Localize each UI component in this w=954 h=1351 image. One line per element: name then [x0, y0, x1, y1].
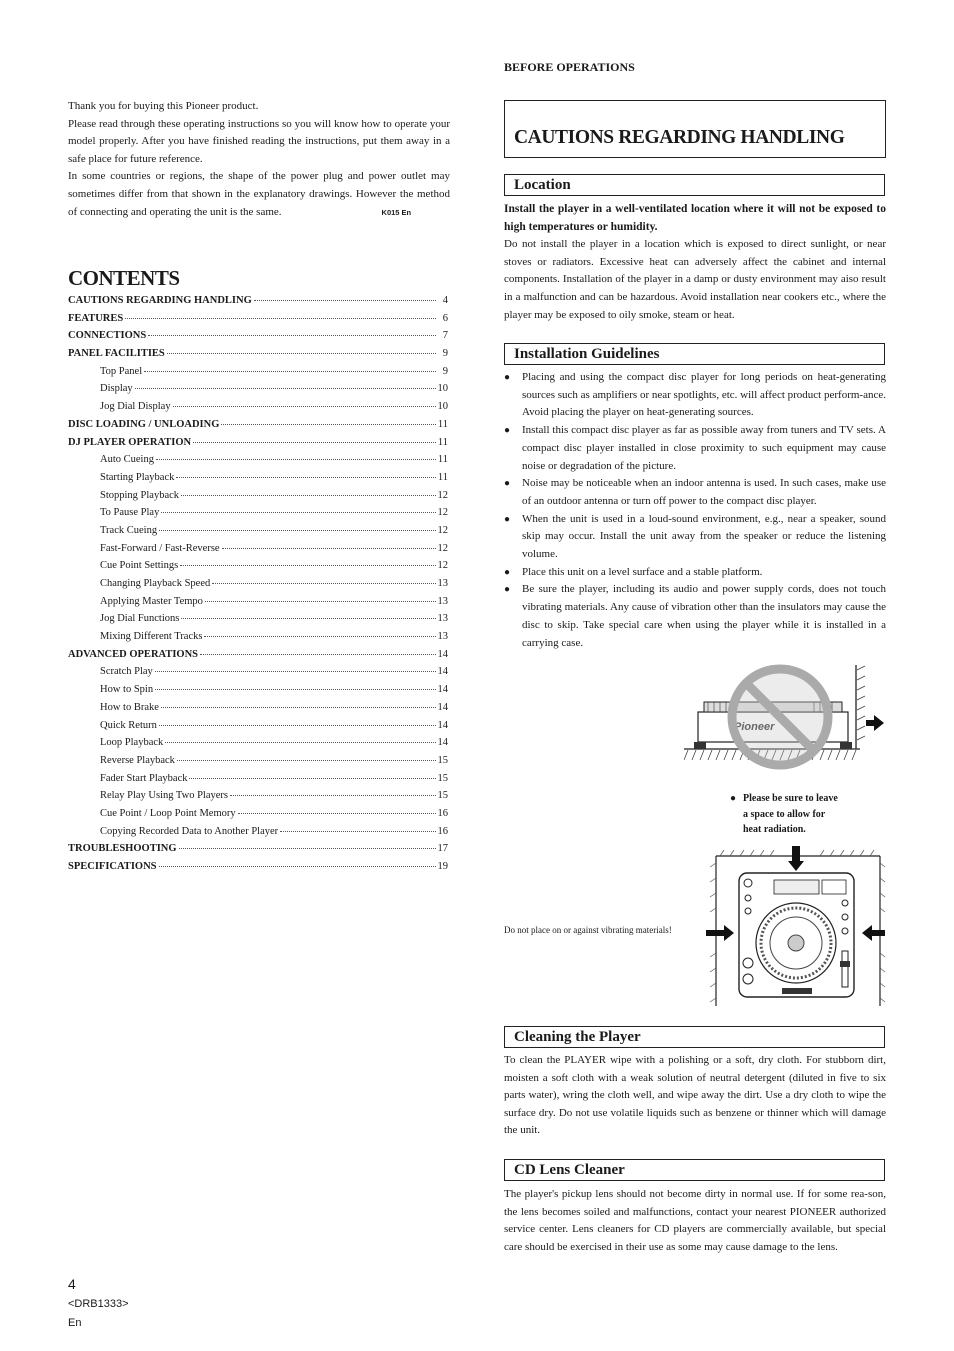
toc-page-number: 14	[437, 648, 448, 660]
toc-entry-title: Jog Dial Functions	[100, 613, 180, 625]
heat-radiation-note	[730, 791, 890, 838]
toc-entry-title: Fast-Forward / Fast-Reverse	[100, 542, 220, 554]
installation-guideline-item: ● Be sure the player, including its audio and power supply cords, does not touch vibrating materials. Any cause of vibration other than the insulators may cause the disc to skip. Take special care when using the player while it is installed in a carrying case.	[504, 581, 886, 652]
toc-entry	[68, 525, 448, 543]
toc-entry	[68, 808, 448, 826]
toc-page-number: 16	[437, 807, 448, 819]
toc-entry	[68, 560, 448, 578]
toc-page-number: 11	[437, 436, 448, 448]
toc-entry	[68, 578, 448, 596]
toc-page-number: 13	[437, 631, 448, 643]
intro-paragraph: Thank you for buying this Pioneer product.	[68, 100, 259, 112]
toc-page-number: 9	[442, 365, 448, 377]
toc-leader-dots	[280, 831, 435, 832]
intro-paragraph: Please read through these operating instructions so you will know how to operate your model properly. After you have finished reading the instructions, put them away in a safe place for future reference.	[68, 117, 450, 165]
document-code: K015 En	[381, 207, 412, 217]
cleaning-body: To clean the PLAYER wipe with a polishing or a soft, dry cloth. For stubborn dirt, moisten a soft cloth with a weak solution of neutral detergent (diluted in five to six parts water), wring the cloth well, and wipe away the dirt. Use a dry cloth to wipe the surface dry. Do not use volatile liquids such as benzene or thinner which will damage the unit.	[504, 1054, 886, 1137]
toc-page-number: 15	[437, 754, 448, 766]
toc-leader-dots	[159, 866, 436, 867]
toc-leader-dots	[238, 813, 436, 814]
toc-leader-dots	[179, 848, 436, 849]
toc-entry-title: DJ PLAYER OPERATION	[68, 436, 192, 448]
toc-entry-title: How to Spin	[100, 684, 154, 696]
toc-entry-title: Starting Playback	[100, 471, 175, 483]
toc-page-number: 10	[437, 383, 448, 395]
toc-page-number: 19	[437, 861, 448, 872]
toc-entry	[68, 454, 448, 472]
toc-entry	[68, 613, 448, 631]
toc-leader-dots	[125, 318, 436, 319]
toc-page-number: 11	[437, 471, 448, 483]
toc-entry-title: Applying Master Tempo	[100, 595, 203, 607]
lens-heading: CD Lens Cleaner	[504, 1159, 885, 1181]
toc-leader-dots	[165, 742, 435, 743]
cleaning-heading: Cleaning the Player	[504, 1026, 885, 1048]
toc-leader-dots	[161, 707, 436, 708]
toc-page-number: 7	[442, 330, 448, 342]
toc-entry	[68, 702, 448, 720]
toc-entry	[68, 773, 448, 791]
toc-entry-title: Scratch Play	[100, 666, 153, 678]
vibration-warning-label: Do not place on or against vibrating materials!	[504, 925, 672, 935]
toc-entry-title: ADVANCED OPERATIONS	[68, 648, 199, 660]
toc-entry-title: Relay Play Using Two Players	[100, 790, 228, 802]
lens-body: The player's pickup lens should not become dirty in normal use. If for some rea-son, the lens becomes soiled and malfunctions, contact your nearest PIONEER authorized service center. Lens cleaners for CD players are commercially available, but special care should be exercised in their use as some may cause damage to the lens.	[504, 1188, 886, 1253]
toc-entry-title: How to Brake	[100, 701, 159, 713]
location-section	[504, 201, 886, 324]
toc-entry	[68, 348, 448, 366]
toc-page-number: 13	[437, 595, 448, 607]
toc-entry-title: CONNECTIONS	[68, 330, 147, 342]
toc-entry	[68, 826, 448, 844]
toc-leader-dots	[156, 459, 436, 460]
intro-text	[68, 98, 450, 221]
toc-page-number: 4	[442, 295, 448, 306]
toc-leader-dots	[144, 371, 436, 372]
toc-page-number: 12	[437, 524, 448, 536]
toc-leader-dots	[200, 654, 435, 655]
toc-entry-title: CAUTIONS REGARDING HANDLING	[68, 295, 252, 306]
toc-entry	[68, 330, 448, 348]
toc-entry-title: To Pause Play	[100, 507, 160, 519]
toc-leader-dots	[173, 406, 436, 407]
toc-leader-dots	[254, 300, 436, 301]
page-number: 4	[68, 1276, 76, 1292]
toc-entry	[68, 419, 448, 437]
toc-entry	[68, 861, 448, 879]
toc-entry-title: Track Cueing	[100, 524, 158, 536]
location-body: Do not install the player in a location which is exposed to direct sunlight, or near stoves or radiators. Excessive heat can adversely affect the cabinet and internal components. Installation of the player in a damp or dusty environment may aiso result in a malfunction and can be hazardous. Avoid installation near cookers etc., where the player may be exposed to oily smoke, steam or heat.	[504, 238, 886, 321]
toc-page-number: 10	[437, 401, 448, 413]
toc-entry	[68, 437, 448, 455]
toc-leader-dots	[177, 760, 436, 761]
toc-entry	[68, 684, 448, 702]
toc-entry-title: TROUBLESHOOTING	[68, 843, 177, 855]
toc-entry-title: Cue Point Settings	[100, 560, 179, 572]
toc-entry	[68, 366, 448, 384]
installation-guideline-item: ● Place this unit on a level surface and a stable platform.	[504, 564, 886, 582]
toc-leader-dots	[230, 795, 436, 796]
toc-page-number: 14	[437, 684, 448, 696]
toc-leader-dots	[176, 477, 436, 478]
toc-entry-title: Loop Playback	[100, 737, 164, 749]
toc-page-number: 6	[442, 312, 448, 324]
toc-entry-title: Changing Playback Speed	[100, 578, 211, 589]
toc-entry-title: Cue Point / Loop Point Memory	[100, 807, 236, 819]
installation-list	[504, 369, 886, 652]
toc-entry	[68, 313, 448, 331]
toc-page-number: 9	[442, 348, 448, 360]
toc-page-number: 13	[437, 613, 448, 625]
toc-leader-dots	[221, 424, 435, 425]
note-line: a space to allow for	[743, 808, 826, 820]
toc-page-number: 14	[437, 737, 448, 749]
toc-leader-dots	[135, 388, 436, 389]
toc-entry-title: DISC LOADING / UNLOADING	[68, 418, 220, 430]
section-label: BEFORE OPERATIONS	[504, 60, 635, 74]
toc-leader-dots	[180, 565, 435, 566]
toc-entry	[68, 401, 448, 419]
toc-leader-dots	[181, 618, 435, 619]
toc-leader-dots	[155, 671, 436, 672]
toc-page-number: 12	[437, 560, 448, 572]
toc-entry-title: PANEL FACILITIES	[68, 348, 165, 360]
toc-entry-title: Copying Recorded Data to Another Player	[100, 825, 279, 837]
toc-page-number: 14	[437, 719, 448, 731]
toc-entry	[68, 720, 448, 738]
toc-page-number: 13	[437, 578, 448, 589]
installation-heading: Installation Guidelines	[504, 343, 885, 365]
toc-leader-dots	[189, 778, 435, 779]
toc-entry	[68, 737, 448, 755]
toc-entry	[68, 631, 448, 649]
note-line: heat radiation.	[743, 824, 806, 835]
contents-title: CONTENTS	[68, 266, 180, 290]
toc-entry	[68, 543, 448, 561]
toc-leader-dots	[193, 442, 436, 443]
installation-guideline-item: ● Placing and using the compact disc player for long periods on heat-generating sources such as amplifiers or near spotlights, etc. will affect product perform-ance. Avoid placing the player on heat-generating sources.	[504, 369, 886, 422]
toc-leader-dots	[159, 530, 435, 531]
intro-paragraph: In some countries or regions, the shape of the power plug and power outlet may sometimes differ from that shown in the explanatory drawings. However the method of connecting and operating the unit is the same. K015 En	[68, 170, 450, 218]
toc-page-number: 12	[437, 489, 448, 501]
location-warning: Install the player in a well-ventilated location where it will not be exposed to high temperatures or humidity.	[504, 203, 886, 233]
toc-entry	[68, 596, 448, 614]
toc-entry-title: Fader Start Playback	[100, 772, 188, 784]
toc-entry	[68, 666, 448, 684]
toc-entry	[68, 295, 448, 313]
note-line: ● Please be sure to leave	[730, 791, 890, 807]
toc-leader-dots	[212, 583, 435, 584]
toc-page-number: 11	[437, 418, 448, 430]
toc-page-number: 14	[437, 666, 448, 678]
installation-guideline-item: ● Install this compact disc player as far as possible away from tuners and TV sets. A compact disc player installed in close proximity to such equipment may cause noise or degradation of the picture.	[504, 422, 886, 475]
toc-entry	[68, 843, 448, 861]
toc-page-number: 12	[437, 542, 448, 554]
toc-entry	[68, 790, 448, 808]
player-side-view-figure	[684, 660, 884, 772]
installation-guideline-item: ● Noise may be noticeable when an indoor antenna is used. In such cases, make use of an outdoor antenna or turn off power to the compact disc player.	[504, 475, 886, 510]
toc-entry	[68, 383, 448, 401]
toc-leader-dots	[222, 548, 436, 549]
toc-entry-title: Quick Return	[100, 719, 157, 731]
toc-entry-title: Mixing Different Tracks	[100, 631, 203, 643]
toc-leader-dots	[181, 495, 435, 496]
toc-entry-title: Stopping Playback	[100, 489, 180, 501]
toc-entry-title: Reverse Playback	[100, 754, 175, 766]
toc-leader-dots	[159, 725, 436, 726]
toc-leader-dots	[155, 689, 435, 690]
toc-page-number: 15	[437, 790, 448, 802]
toc-page-number: 14	[437, 701, 448, 713]
toc-leader-dots	[167, 353, 436, 354]
toc-entry-title: SPECIFICATIONS	[68, 861, 157, 872]
page-title: CAUTIONS REGARDING HANDLING	[514, 127, 845, 148]
toc-leader-dots	[148, 335, 436, 336]
installation-guideline-item: ● When the unit is used in a loud-sound environment, e.g., near a speaker, sound skip may occur. Install the unit away from the speaker or reduce the listening volume.	[504, 511, 886, 564]
toc-entry	[68, 507, 448, 525]
toc-page-number: 16	[437, 825, 448, 837]
toc-leader-dots	[161, 512, 435, 513]
toc-entry-title: Auto Cueing	[100, 454, 154, 466]
toc-page-number: 15	[437, 772, 448, 784]
document-model-code: <DRB1333>	[68, 1298, 129, 1310]
location-heading: Location	[504, 174, 885, 196]
toc-entry	[68, 649, 448, 667]
toc-leader-dots	[204, 636, 435, 637]
toc-entry	[68, 490, 448, 508]
language-code: En	[68, 1317, 82, 1329]
toc-entry	[68, 472, 448, 490]
toc-page-number: 17	[437, 843, 448, 855]
toc-leader-dots	[205, 601, 436, 602]
player-top-view-figure	[704, 843, 886, 1008]
table-of-contents	[68, 295, 448, 879]
toc-entry-title: Jog Dial Display	[100, 401, 171, 413]
toc-page-number: 11	[437, 454, 448, 466]
toc-entry-title: Top Panel	[100, 365, 143, 377]
toc-entry	[68, 755, 448, 773]
toc-entry-title: FEATURES	[68, 312, 124, 324]
toc-page-number: 12	[437, 507, 448, 519]
toc-entry-title: Display	[100, 383, 133, 395]
